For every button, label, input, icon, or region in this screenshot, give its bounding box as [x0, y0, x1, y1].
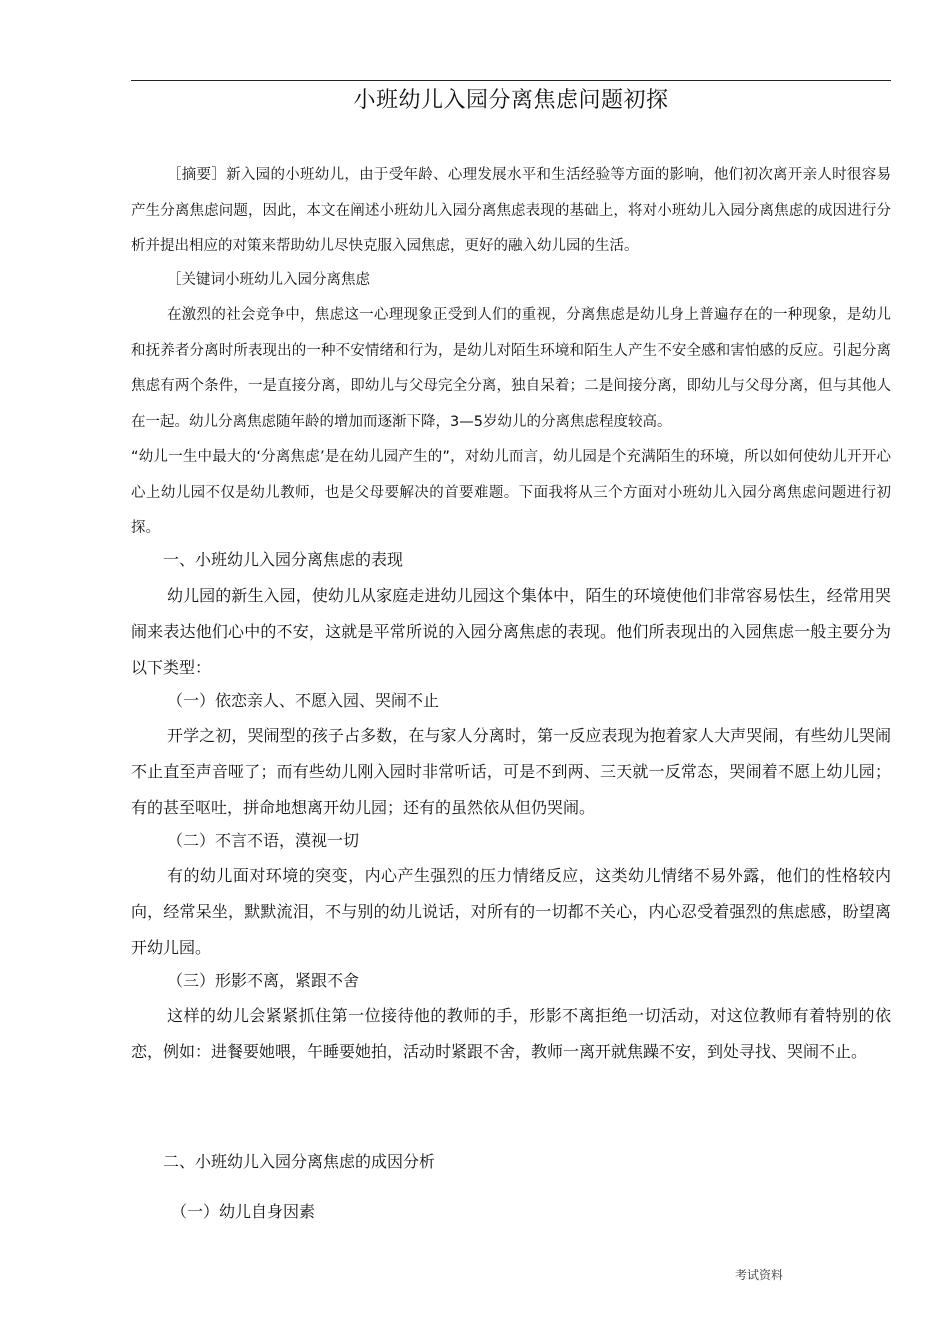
section-1-heading: 一、小班幼儿入园分离焦虑的表现: [163, 550, 404, 569]
quote-paragraph: “幼儿一生中最大的‘分离焦虑’是在幼儿园产生的”，对幼儿而言，幼儿园是个充满陌生的环境，所以如何使幼儿开开心心上幼儿园不仅是幼儿教师，也是父母要解决的首要难题。下面我将从三个方面对小班幼儿入园分离焦虑问题进行初探。: [131, 449, 891, 536]
subsection-1-paragraph: 开学之初，哭闹型的孩子占多数，在与家人分离时，第一反应表现为抱着家人大声哭闹，有些幼儿哭闹不止直至声音哑了；而有些幼儿刚入园时非常听话，可是不到两、三天就一反常态，哭闹着不愿上幼儿园；有的甚至呕吐，拼命地想离开幼儿园；还有的虽然依从但仍哭闹。: [131, 726, 891, 817]
footer-label: 考试资料: [735, 1268, 784, 1282]
page-title: 小班幼儿入园分离焦虑问题初探: [353, 88, 669, 113]
subsection-3-paragraph: 这样的幼儿会紧紧抓住第一位接待他的教师的手，形影不离拒绝一切活动，对这位教师有着特别的依恋，例如：进餐要她喂，午睡要她拍，活动时紧跟不舍，教师一离开就焦躁不安，到处寻找、哭闹不止。: [131, 1006, 891, 1061]
subsection-3-heading: （三）形影不离，紧跟不舍: [167, 971, 360, 990]
section-2-subsection-1-heading: （一）幼儿自身因素: [171, 1202, 316, 1221]
section-1-paragraph: 幼儿园的新生入园，使幼儿从家庭走进幼儿园这个集体中，陌生的环境使他们非常容易怯生，经常用哭闹来表达他们心中的不安，这就是平常所说的入园分离焦虑的表现。他们所表现出的入园焦虑一般主要分为以下类型：: [131, 586, 891, 677]
section-2-heading: 二、小班幼儿入园分离焦虑的成因分析: [163, 1152, 436, 1171]
subsection-1-heading: （一）依恋亲人、不愿入园、哭闹不止: [167, 691, 440, 710]
abstract-paragraph: ［摘要］新入园的小班幼儿，由于受年龄、心理发展水平和生活经验等方面的影响，他们初次离开亲人时很容易产生分离焦虑问题，因此，本文在阐述小班幼儿入园分离焦虑表现的基础上，将对小班幼儿入园分离焦虑的成因进行分析并提出相应的对策来帮助幼儿尽快克服入园焦虑，更好的融入幼儿园的生活。: [131, 167, 891, 254]
header-rule: [131, 80, 891, 81]
subsection-2-paragraph: 有的幼儿面对环境的突变，内心产生强烈的压力情绪反应，这类幼儿情绪不易外露，他们的性格较内向，经常呆坐，默默流泪，不与别的幼儿说话，对所有的一切都不关心，内心忍受着强烈的焦虑感，盼望离开幼儿园。: [131, 866, 891, 957]
intro-paragraph: 在激烈的社会竞争中，焦虑这一心理现象正受到人们的重视，分离焦虑是幼儿身上普遍存在的一种现象，是幼儿和抚养者分离时所表现出的一种不安情绪和行为，是幼儿对陌生环境和陌生人产生不安全感和害怕感的反应。引起分离焦虑有两个条件，一是直接分离，即幼儿与父母完全分离，独自呆着；二是间接分离，即幼儿与父母分离，但与其他人在一起。幼儿分离焦虑随年龄的增加而逐渐下降，3—5岁幼儿的分离焦虑程度较高。: [131, 307, 891, 430]
keywords-line: ［关键词小班幼儿入园分离焦虑: [167, 272, 370, 288]
subsection-2-heading: （二）不言不语，漠视一切: [167, 831, 360, 850]
